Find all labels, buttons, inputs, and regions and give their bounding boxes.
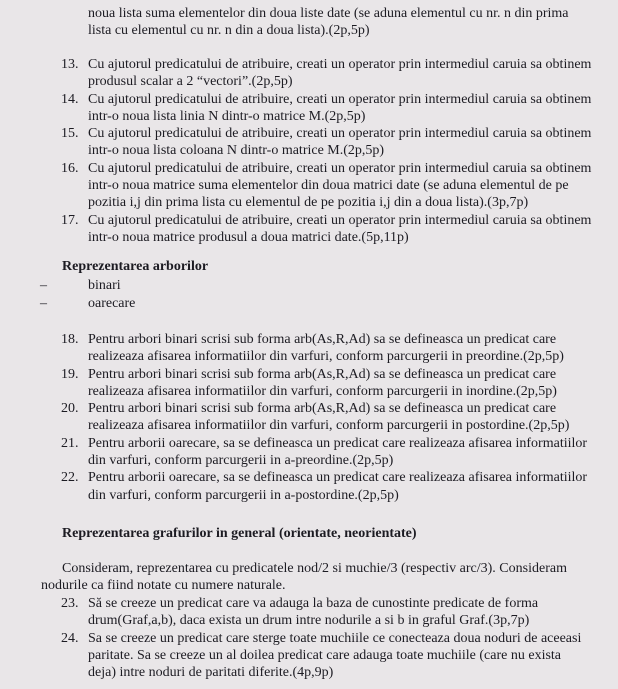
item-12-continuation: noua lista suma elementelor din doua liste date (se aduna elementul cu nr. n din prima lista cu elementul cu nr. n din a doua lista).(2p,5p) — [88, 6, 569, 39]
list-item: 16. Cu ajutorul predicatului de atribuire, creati un operator prin intermediul caruia sa obtinem intr-o noua matrice suma elementelor din doua matrici date (se aduna elementul de pe pozitia i,j din prima lista cu elementul de pe pozitia i,j din a doua lista).(3p,7p) — [61, 160, 592, 211]
section-heading-graphs: Reprezentarea grafurilor in general (orientate, neorientate) — [62, 526, 417, 541]
list-item: – oarecare — [40, 296, 136, 311]
list-item: 17. Cu ajutorul predicatului de atribuire, creati un operator prin intermediul caruia sa obtinem intr-o noua matrice produsul a doua matrici date.(5p,11p) — [61, 212, 592, 245]
list-item: 21. Pentru arborii oarecare, sa se defineasca un predicat care realizeaza afisarea informatiilor din varfuri, conform parcurgerii in a-preordine.(2p,5p) — [61, 435, 588, 469]
list-item: 13. Cu ajutorul predicatului de atribuire, creati un operator prin intermediul caruia sa obtinem produsul scalar a 2 “vectori”.(2p,5p) — [61, 57, 592, 90]
list-item: 18. Pentru arbori binari scrisi sub forma arb(As,R,Ad) sa se defineasca un predicat care realizeaza afisarea informatiilor din varfuri, conform parcurgerii in preordine.(2p,5p) — [61, 332, 564, 365]
list-item: 14. Cu ajutorul predicatului de atribuire, creati un operator prin intermediul caruia sa obtinem intr-o noua lista linia N dintr-o matrice M.(2p,5p) — [61, 91, 592, 124]
bullet-list — [0, 277, 618, 294]
bullet-list — [0, 295, 618, 312]
section-trees — [0, 258, 618, 275]
list-item: 23. Să se creeze un predicat care va adauga la baza de cunostinte predicate de forma drum(Graf,a,b), daca exista un drum intre nodurile a si b in graful Graf.(3p,7p) — [61, 596, 539, 629]
items-18-22 — [0, 331, 618, 504]
list-item: 24. Sa se creeze un predicat care sterge toate muchiile ce conecteaza doua noduri de aceeasi paritate. Sa se creeze un al doilea predicat care adauga toate muchiile (care nu exista deja) intre noduri de paritati diferite.(4p,9p) — [61, 630, 582, 681]
section-graphs — [0, 525, 618, 542]
list-item: – binari — [40, 278, 121, 293]
items-13-17 — [0, 56, 618, 246]
list-item: 19. Pentru arbori binari scrisi sub forma arb(As,R,Ad) sa se defineasca un predicat care realizeaza afisarea informatiilor din varfuri, conform parcurgerii in inordine.(2p,5p) — [61, 366, 557, 399]
items-23-24 — [0, 595, 618, 681]
section-heading-trees: Reprezentarea arborilor — [62, 259, 209, 274]
list-item: 15. Cu ajutorul predicatului de atribuire, creati un operator prin intermediul caruia sa obtinem intr-o noua lista coloana N dintr-o matrice M.(2p,5p) — [61, 126, 592, 159]
intro-paragraph: Consideram, reprezentarea cu predicatele nod/2 si muchie/3 (respectiv arc/3). Consideram nodurile ca fiind notate cu numere naturale. — [41, 561, 567, 594]
list-item: 20. Pentru arbori binari scrisi sub forma arb(As,R,Ad) sa se defineasca un predicat care realizeaza afisarea informatiilor din varfuri, conform parcurgerii in postordine.(2p,5p) — [61, 401, 570, 434]
list-item: 22. Pentru arborii oarecare, sa se defineasca un predicat care realizeaza afisarea informatiilor din varfuri, conform parcurgerii in a-postordine.(2p,5p) — [61, 470, 588, 503]
